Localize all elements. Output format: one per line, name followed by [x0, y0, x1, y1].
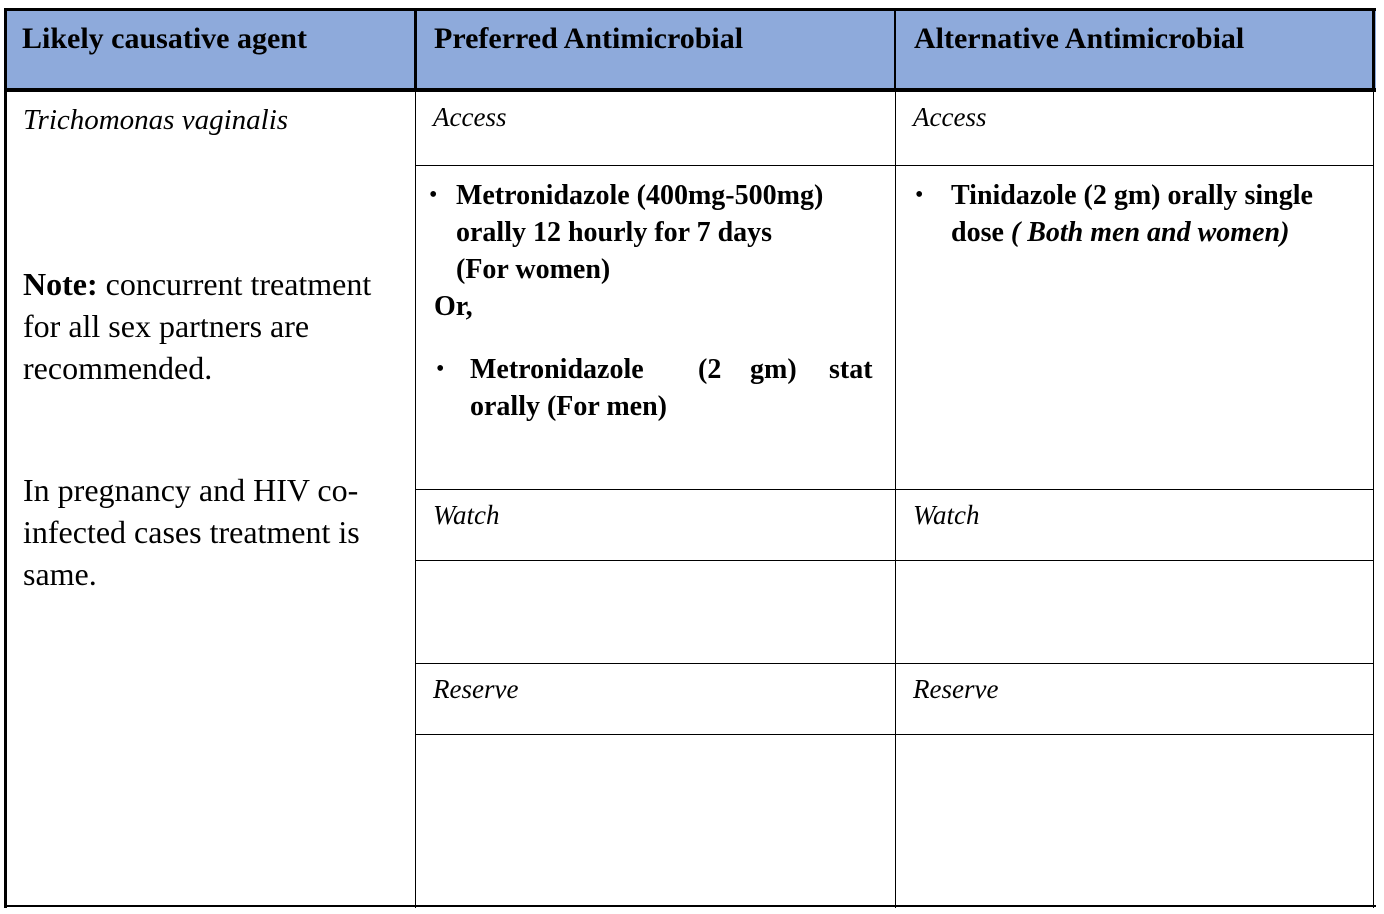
row-divider-2 [415, 489, 1374, 490]
pregnancy-text: In pregnancy and HIV co-infected cases treatment is same. [23, 472, 360, 592]
row-divider-5 [415, 734, 1374, 735]
border-header-bottom [4, 88, 1376, 92]
note-label: Note: [23, 266, 98, 302]
agent-pregnancy-note [23, 469, 393, 595]
preferred-item-2-line-2: orally (For men) [470, 391, 667, 422]
bullet-icon: • [436, 356, 445, 382]
row-divider-3 [415, 560, 1374, 561]
col-divider-2 [894, 8, 896, 92]
preferred-watch-label: Watch [433, 500, 500, 530]
preferred-reserve-label: Reserve [433, 674, 519, 704]
preferred-item-2-word-3: gm) [750, 354, 797, 385]
border-left [4, 8, 7, 908]
antimicrobial-table [4, 8, 1376, 908]
col-divider-2-body [895, 92, 896, 908]
header-preferred-antimicrobial: Preferred Antimicrobial [434, 22, 744, 55]
border-bottom [4, 905, 1376, 907]
agent-name: Trichomonas vaginalis [23, 104, 289, 136]
preferred-item-2-word-4: stat [829, 354, 873, 385]
alternative-access-label: Access [913, 102, 987, 132]
header-likely-causative-agent: Likely causative agent [22, 22, 307, 55]
preferred-item-1-line-2: orally 12 hourly for 7 days [456, 217, 773, 248]
border-top [4, 8, 1376, 11]
border-right-body [1373, 92, 1374, 908]
border-right [1372, 8, 1375, 92]
note-text: concurrent treatment for all sex partners are recommended. [23, 266, 372, 386]
alternative-reserve-label: Reserve [913, 674, 999, 704]
alternative-dose-text: dose [951, 217, 1011, 248]
header-alternative-antimicrobial: Alternative Antimicrobial [914, 22, 1245, 55]
bullet-icon: • [915, 182, 924, 208]
preferred-or: Or, [434, 291, 473, 322]
preferred-access-label: Access [433, 102, 507, 132]
col-divider-1-body [415, 92, 416, 908]
row-divider-4 [415, 663, 1374, 664]
alternative-dose-population: ( Both men and women) [1010, 217, 1290, 248]
preferred-item-2-word-2: (2 [698, 354, 722, 385]
alternative-watch-label: Watch [913, 500, 980, 530]
row-divider-1 [415, 165, 1374, 166]
bullet-icon: • [429, 182, 438, 208]
preferred-item-1-line-1: Metronidazole (400mg-500mg) [456, 180, 824, 211]
preferred-item-2-word-1: Metronidazole [470, 354, 644, 385]
alternative-item-1-line-2 [951, 214, 1289, 251]
alternative-item-1-line-1: Tinidazole (2 gm) orally single [951, 180, 1313, 211]
agent-note [23, 263, 393, 389]
preferred-item-1-line-3: (For women) [456, 254, 611, 285]
col-divider-1 [414, 8, 417, 92]
